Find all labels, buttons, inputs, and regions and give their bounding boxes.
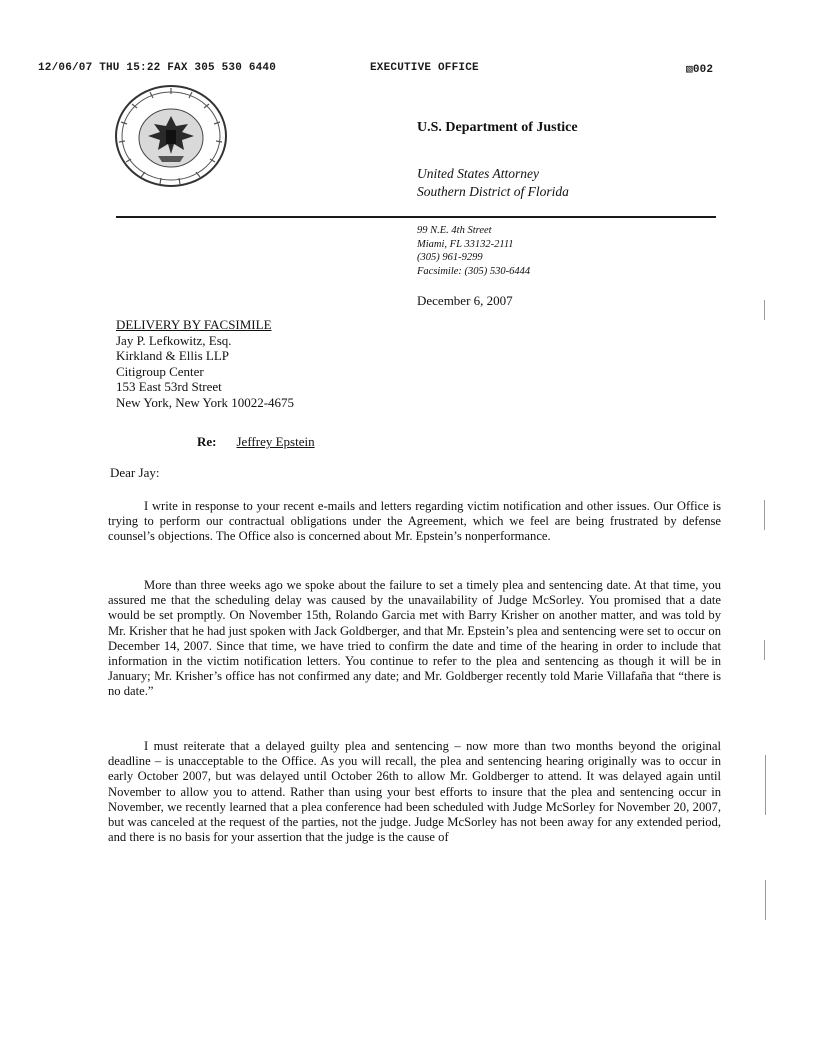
office-block [417,165,569,201]
scan-artifact [764,640,765,660]
scan-artifact [765,755,766,815]
recipient-line: 153 East 53rd Street [116,379,222,394]
letterhead-divider [116,216,716,218]
fax-header-sender: 12/06/07 THU 15:22 FAX 305 530 6440 [38,62,277,74]
doj-seal-icon [114,84,228,188]
body-paragraph: I write in response to your recent e-mails and letters regarding victim notification and other issues. Our Office is trying to perform our contractual obligations under the Agreement, which we feel are being frustrated by defense counsel’s objections. The Office also is concerned about Mr. Epstein’s nonperformance. [108,499,721,544]
address-city: Miami, FL 33132-2111 [417,238,514,250]
office-address [417,224,530,278]
salutation: Dear Jay: [110,465,160,480]
recipient-line: Jay P. Lefkowitz, Esq. [116,332,232,348]
subject-label: Re: [197,434,217,449]
scan-artifact [765,880,766,920]
scan-artifact [764,300,765,320]
office-district: Southern District of Florida [417,184,569,199]
subject-text: Jeffrey Epstein [236,434,315,449]
delivery-method: DELIVERY BY FACSIMILE [116,317,272,332]
letter-date: December 6, 2007 [417,293,513,308]
recipient-line: Kirkland & Ellis LLP [116,348,230,363]
scan-artifact [764,500,765,530]
fax-header-page: ▧002 [686,64,714,76]
office-title: United States Attorney [417,166,539,181]
address-street: 99 N.E. 4th Street [417,225,492,236]
subject-line [197,434,315,450]
recipient-block [116,317,294,410]
address-phone: (305) 961-9299 [417,252,483,263]
department-name: U.S. Department of Justice [417,120,578,135]
fax-header-office: EXECUTIVE OFFICE [370,62,479,74]
recipient-line: Citigroup Center [116,363,204,379]
address-fax: Facsimile: (305) 530-6444 [417,265,531,277]
body-paragraph: I must reiterate that a delayed guilty plea and sentencing – now more than two months beyond the original deadline – is unacceptable to the Office. As you will recall, the plea and sentencing hearing originally was to occur in early October 2007, but was delayed until October 26th to allow Mr. Goldberger to attend. It was delayed again until November to allow you to attend. Rather than using your best efforts to insure that the plea and sentencing occur in November, we recently learned that a plea conference had been scheduled with Judge McSorley for November 20, 2007, but was canceled at the request of the parties, not the judge. Judge McSorley has not been away for any extended period, and there is no basis for your assertion that the judge is the cause of [108,739,721,845]
recipient-line: New York, New York 10022-4675 [116,394,295,410]
body-paragraph: More than three weeks ago we spoke about the failure to set a timely plea and sentencing date. At that time, you assured me that the scheduling delay was caused by the unavailability of Judge McSorley. You promised that a date would be set promptly. On November 15th, Rolando Garcia met with Barry Krisher on another matter, and was told by Mr. Krisher that he had just spoken with Jack Goldberger, and that Mr. Epstein’s plea and sentencing were set to occur on December 14, 2007. Since that time, we have tried to confirm the date and time of the hearing in order to include that information in the victim notification letters. You continue to refer to the plea and sentencing as though it will be in January; Mr. Krisher’s office has not confirmed any date; and Mr. Goldberger recently told Marie Villafaña that “there is no date.” [108,578,721,699]
